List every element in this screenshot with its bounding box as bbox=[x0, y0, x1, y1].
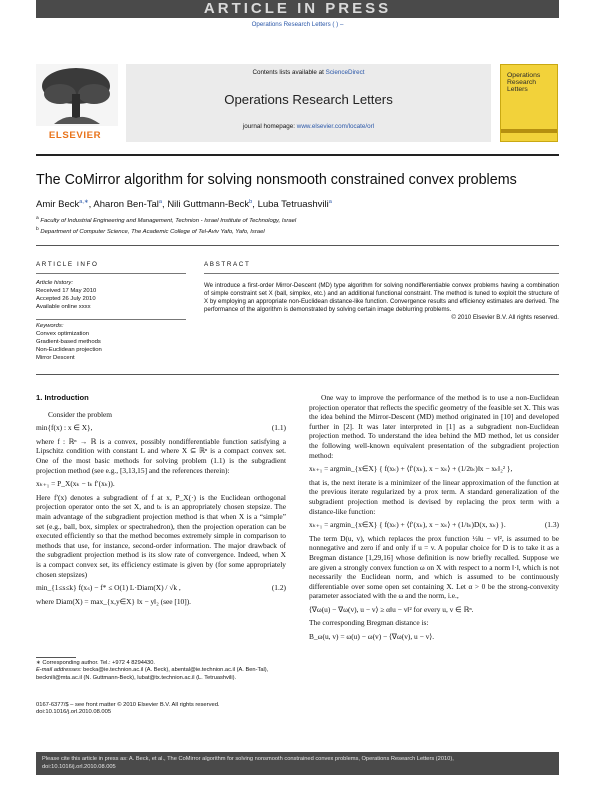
author-affil-mark[interactable]: b bbox=[249, 199, 253, 205]
equation-update bbox=[36, 479, 286, 489]
article-in-press-banner: ARTICLE IN PRESS bbox=[36, 0, 559, 18]
homepage-line bbox=[126, 123, 491, 130]
journal-title: Operations Research Letters bbox=[224, 92, 393, 107]
article-history bbox=[36, 280, 166, 312]
publisher-name: ELSEVIER bbox=[48, 130, 102, 141]
paragraph: The corresponding Bregman distance is: bbox=[309, 618, 429, 628]
paragraph: Consider the problem bbox=[48, 409, 113, 419]
citation-bar bbox=[36, 752, 559, 775]
homepage-prefix: journal homepage: bbox=[242, 123, 297, 130]
footnote-rule bbox=[36, 657, 76, 658]
keyword: Convex optimization bbox=[36, 330, 90, 337]
email-list[interactable]: becka@ie.technion.ac.il (A. Beck), abental@ie.technion.ac.il (A. Ben-Tal), becknili@mta.ac.il (N. Guttmann-Beck), lubat@tx.technion.ac.il (L. Tetruashvili). bbox=[36, 667, 269, 681]
paragraph: The term D(u, v), which replaces the prox function ½‖u − v‖², is assumed to be nonnegative and zero if and only if u = v. A popular choice for D is to take it as a Bregman distance [1,29,16] whose definition is now briefly recalled. Suppose we are given a strongly convex function ω on X with respect to a norm ‖·‖, which is not necessarily the Euclidean norm, and which is assumed to be continuously differentiable over some open set containing X. Let α > 0 be the strong-convexity parameter associated with the ω and the norm, i.e., bbox=[309, 533, 559, 601]
author-list: Amir Beck$^{a,∗}$, Aharon Ben-Tal$^a$, Nili Guttmann-Beck$^b$, Luba Tetruashvili$^a$ bbox=[36, 199, 332, 211]
homepage-link[interactable]: www.elsevier.com/locate/orl bbox=[296, 123, 375, 130]
equation-1-1 bbox=[36, 423, 286, 433]
paragraph: where f : ℝⁿ → ℝ is a convex, possibly nondifferentiable function satisfying a Lipschitz condition with constant L and where X ⊆ ℝⁿ is a compact convex set. One of the most basic methods for solving problem (1.1) is the subgradient projection method (see e.g., [3,13,15] and the references therein): bbox=[36, 436, 286, 475]
paragraph: Here f′(x) denotes a subgradient of f at x, P_X(·) is the Euclidean orthogonal projection operator onto the set X, and tₖ is an appropriately chosen stepsize. The main advantage of the subgradient projection method is that when X is a “simple” set (e.g., ball, box, simplex or spectrahedron), then the projection operation can be executed efficiently so that the method becomes extremely simple in comparison to methods that use, for instance, second-order information. The major drawback of the subgradient projection method is its slow rate of convergence. Indeed, when X is a compact convex set, its efficiency estimate is given by (for some appropriately chosen stepsizes) bbox=[36, 492, 286, 579]
body-right-column bbox=[309, 393, 559, 646]
paragraph: where Diam(X) = max_{x,y∈X} ‖x − y‖₂ (see [10]). bbox=[36, 596, 192, 606]
abstract-text: We introduce a first-order Mirror-Descent (MD) type algorithm for solving nondifferentiable convex problems having a combination of simple constraint set X (ball, simplex, etc.) and an additional functional constraint. The method is tuned to exploit the structure of X by employing an appropriate non-Euclidean distance-like function. Convergence results and efficiency estimates are derived. The performance of the algorithm is demonstrated by solving certain image deblurring problems. bbox=[204, 282, 559, 314]
email-label: E-mail addresses: bbox=[36, 667, 82, 674]
masthead-rule bbox=[36, 154, 559, 156]
citation-line: Please cite this article in press as: A. Beck, et al., The CoMirror algorithm for solving nonsmooth constrained convex problems, Operations Research Letters (2010), bbox=[42, 756, 454, 762]
paper-title: The CoMirror algorithm for solving nonsmooth constrained convex problems bbox=[36, 172, 517, 188]
affiliation-mark: b bbox=[36, 227, 39, 232]
cover-stripe bbox=[501, 129, 557, 133]
author-name[interactable]: Luba Tetruashvili bbox=[257, 199, 329, 211]
keyword: Non-Euclidean projection bbox=[36, 346, 102, 353]
affiliation-text: Faculty of Industrial Engineering and Management, Technion - Israel Institute of Technology, Israel bbox=[40, 217, 297, 224]
masthead bbox=[36, 64, 559, 150]
equation-body: xₖ₊₁ = P_X(xₖ − tₖ f′(xₖ)). bbox=[36, 479, 115, 489]
issn-block bbox=[36, 702, 220, 717]
equation-1-2 bbox=[36, 583, 286, 593]
equation-body: min_{1≤s≤k} f(xₛ) − f* ≤ O(1) L·Diam(X) / √k , bbox=[36, 583, 181, 593]
history-item: Accepted 26 July 2010 bbox=[36, 295, 96, 302]
paragraph: that is, the next iterate is a minimizer of the linear approximation of the function at the previous iterate regularized by a prox term. A standard generalization of the subgradient projection method is devised by replacing the prox term with a distance-like function: bbox=[309, 477, 559, 516]
equation-strong-convexity bbox=[309, 605, 559, 615]
equation-number: (1.3) bbox=[544, 520, 559, 530]
keyword: Gradient-based methods bbox=[36, 338, 101, 345]
author-affil-mark[interactable]: a bbox=[158, 199, 163, 205]
email-addresses bbox=[36, 667, 286, 682]
doi-line[interactable]: doi:10.1016/j.orl.2010.08.005 bbox=[36, 709, 112, 716]
history-label: Article history: bbox=[36, 280, 73, 286]
author-name[interactable]: Aharon Ben-Tal bbox=[93, 199, 159, 211]
equation-number: (1.2) bbox=[271, 583, 286, 593]
affiliation-text: Department of Computer Science, The Academic College of Tel-Aviv Yafo, Yafo, Israel bbox=[40, 228, 265, 235]
journal-header-box bbox=[126, 64, 491, 142]
equation-body: xₖ₊₁ = argmin_{x∈X} { f(xₖ) + ⟨f′(xₖ), x − xₖ⟩ + (1/tₖ)D(x, xₖ) }. bbox=[309, 520, 506, 530]
equation-body: min{f(x) : x ∈ X}, bbox=[36, 423, 93, 433]
author-affil-mark[interactable]: a,∗ bbox=[79, 199, 89, 205]
affiliation bbox=[36, 216, 296, 224]
keyword: Mirror Descent bbox=[36, 354, 75, 361]
article-info-rule bbox=[36, 273, 186, 274]
equation-number: (1.1) bbox=[271, 423, 286, 433]
equation-body: ⟨∇ω(u) − ∇ω(v), u − v⟩ ≥ α‖u − v‖² for every u, v ∈ ℝⁿ. bbox=[309, 604, 474, 614]
history-item: Received 17 May 2010 bbox=[36, 287, 97, 294]
keywords-label: Keywords: bbox=[36, 323, 64, 329]
footnotes bbox=[36, 660, 286, 682]
abstract-heading: ABSTRACT bbox=[204, 261, 251, 268]
keywords-rule bbox=[36, 319, 186, 320]
journal-cover-thumbnail bbox=[500, 64, 558, 142]
keywords bbox=[36, 323, 166, 363]
citation-doi: doi:10.1016/j.orl.2010.08.005 bbox=[42, 763, 116, 770]
abstract bbox=[204, 282, 559, 322]
equation-body: xₖ₊₁ = argmin_{x∈X} { f(xₖ) + ⟨f′(xₖ), x − xₖ⟩ + (1/2tₖ)‖x − xₖ‖₂² }, bbox=[309, 464, 513, 474]
equation-prox bbox=[309, 464, 559, 474]
affiliation-mark: a bbox=[36, 216, 39, 221]
contents-line bbox=[126, 69, 491, 76]
article-info-heading: ARTICLE INFO bbox=[36, 261, 99, 268]
section-title: 1. Introduction bbox=[36, 393, 89, 402]
journal-reference: Operations Research Letters ( ) – bbox=[251, 21, 344, 28]
author-name[interactable]: Amir Beck bbox=[36, 199, 80, 211]
author-name[interactable]: Nili Guttmann-Beck bbox=[167, 199, 250, 211]
issn-line: 0167-6377/$ – see front matter © 2010 Elsevier B.V. All rights reserved. bbox=[36, 702, 220, 708]
body-left-column bbox=[36, 393, 286, 607]
sciencedirect-link[interactable]: ScienceDirect bbox=[325, 69, 365, 76]
paragraph: One way to improve the performance of the method is to use a non-Euclidean projection operator that reflects the specific geometry of the feasible set X. This was the idea behind the Mirror-Descent (MD) method originated in [10] and developed further in [2]. It was later interpreted in [1] as a subgradient non-Euclidean projection method. To understand the idea behind the MD method, let us consider the following well-known equivalent presentation of the subgradient projection method: bbox=[309, 393, 559, 460]
equation-1-3 bbox=[309, 520, 559, 530]
abstract-copyright: © 2010 Elsevier B.V. All rights reserved. bbox=[451, 314, 559, 322]
equation-bregman bbox=[309, 632, 559, 642]
header-divider bbox=[36, 245, 559, 246]
equation-body: B_ω(u, v) = ω(u) − ω(v) − ⟨∇ω(v), u − v⟩. bbox=[309, 632, 435, 642]
corresponding-author-note: ∗ Corresponding author. Tel.: +972 4 8294430. bbox=[36, 660, 155, 666]
author-affil-mark[interactable]: a bbox=[328, 199, 332, 205]
abstract-bottom-rule bbox=[36, 374, 559, 375]
history-item: Available online xxxx bbox=[36, 303, 91, 310]
cover-title: Operations Research Letters bbox=[507, 72, 541, 94]
affiliation bbox=[36, 227, 265, 235]
abstract-rule bbox=[204, 273, 559, 274]
contents-prefix: Contents lists available at bbox=[252, 69, 326, 76]
